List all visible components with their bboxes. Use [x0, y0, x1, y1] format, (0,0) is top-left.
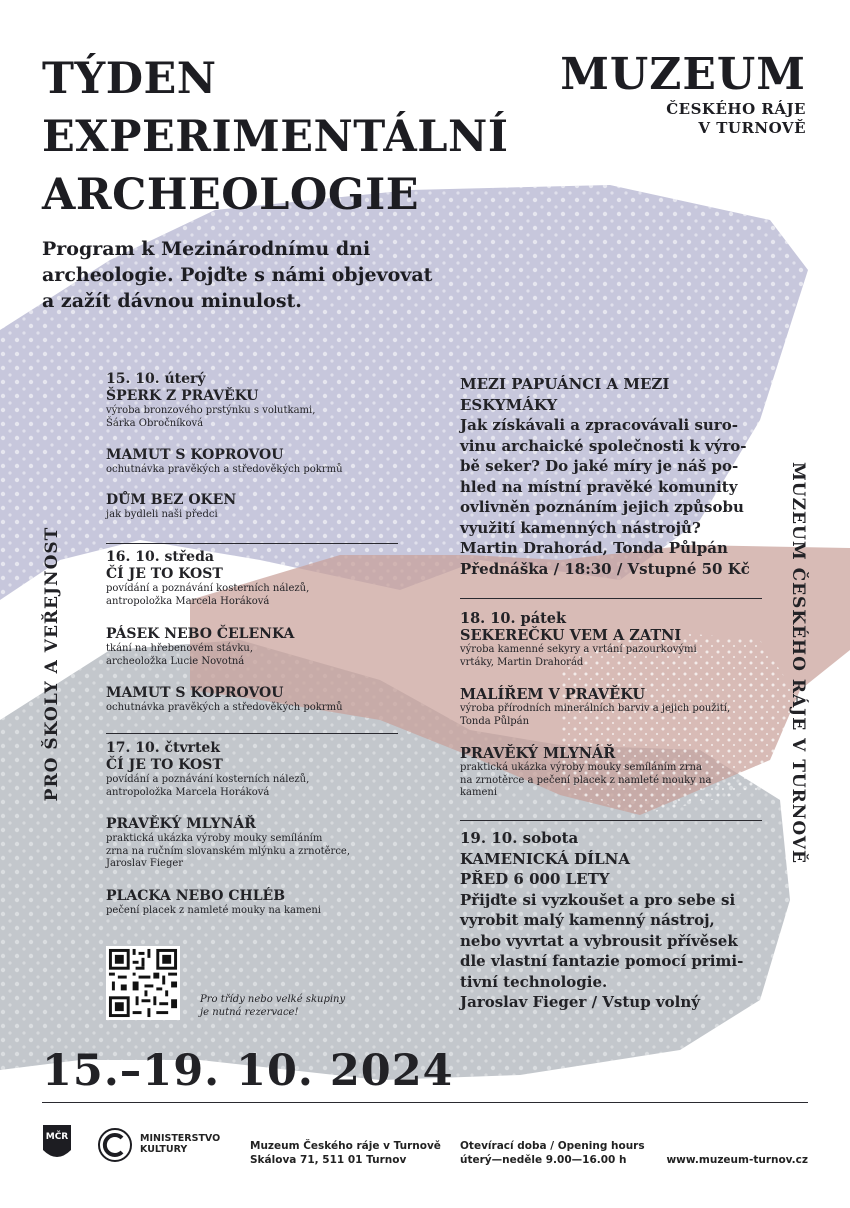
- event-desc: kameni: [460, 787, 498, 798]
- event-desc: vrtáky, Martin Drahorád: [460, 656, 584, 668]
- address-line: Skálova 71, 511 01 Turnov: [250, 1154, 407, 1166]
- event-desc: výroba přírodních minerálních barviv a jejich použití,: [460, 703, 731, 714]
- event-desc: výroba kamenné sekyry a vrtání pazourkovými: [460, 644, 697, 655]
- museum-logo-name: MUZEUM: [560, 49, 806, 100]
- lecture-body: Přednáška / 18:30 / Vstupné 50 Kč: [460, 559, 750, 578]
- qr-note: [200, 993, 345, 1019]
- event-body: nebo vyvrtat a vybrousit přívěsek: [460, 931, 738, 950]
- event-desc: výroba bronzového prstýnku s volutkami,: [106, 405, 316, 416]
- page-title: [42, 50, 508, 224]
- side-text-right-label: MUZEUM ČESKÉHO RÁJE V TURNOVĚ: [788, 461, 808, 865]
- event-title: ČÍ JE TO KOST: [106, 757, 223, 773]
- hours-line: úterý—neděle 9.00—16.00 h: [460, 1154, 627, 1166]
- day-block-16: [106, 549, 402, 715]
- lecture-body: Martin Drahorád, Tonda Půlpán: [460, 539, 728, 557]
- event-desc: archeoložka Lucie Novotná: [106, 655, 245, 667]
- event-title: MALÍŘEM V PRAVĚKU: [460, 686, 645, 703]
- title-line-2: EXPERIMENTÁLNÍ: [42, 112, 509, 162]
- lecture-block: [460, 374, 766, 579]
- event-desc: antropoložka Marcela Horáková: [106, 595, 270, 607]
- event-title: PŘED 6 000 LETY: [460, 870, 610, 888]
- event-body: tivní technologie.: [460, 972, 608, 991]
- museum-logo: [560, 49, 806, 138]
- qr-note-line: je nutná rezervace!: [200, 1007, 299, 1018]
- event-desc: Tonda Půlpán: [460, 715, 530, 727]
- event-body: Jaroslav Fieger / Vstup volný: [460, 993, 700, 1011]
- ministry-c-icon: [98, 1128, 132, 1162]
- title-line-1: TÝDEN: [42, 54, 217, 104]
- day-block-18: [460, 610, 766, 800]
- lecture-title: MEZI PAPUÁNCI A MEZI: [460, 375, 670, 393]
- event-body: vyrobit malý kamenný nástroj,: [460, 911, 715, 929]
- event-desc: praktická ukázka výroby mouky semíláním zrna: [460, 762, 702, 773]
- event-title: PLACKA NEBO CHLÉB: [106, 887, 286, 904]
- day-date: 19. 10. sobota: [460, 829, 579, 847]
- ministry-name-line: MINISTERSTVO: [140, 1133, 221, 1144]
- event-title: MAMUT S KOPROVOU: [106, 447, 284, 463]
- event-desc: ochutnávka pravěkých a středověkých pokrmů: [106, 464, 343, 475]
- footer-divider: [42, 1102, 808, 1103]
- date-range: 15.–19. 10. 2024: [42, 1046, 454, 1096]
- day-block-17: [106, 740, 402, 917]
- event-title: ČÍ JE TO KOST: [106, 566, 223, 582]
- divider: [460, 598, 762, 599]
- event-title: PRAVĚKÝ MLYNÁŘ: [460, 745, 616, 762]
- event-desc: antropoložka Marcela Horáková: [106, 786, 270, 798]
- qr-code-icon: [106, 946, 180, 1020]
- event-title: KAMENICKÁ DÍLNA: [460, 849, 630, 868]
- qr-code[interactable]: [106, 946, 180, 1020]
- museum-logo-line2: ČESKÉHO RÁJE: [666, 100, 806, 118]
- museum-logo-line3: V TURNOVĚ: [698, 119, 806, 137]
- day-block-19: [460, 828, 766, 1013]
- side-text-left-label: PRO ŠKOLY A VEŘEJNOST: [42, 526, 62, 802]
- event-desc: na zrnotěrce a pečení placek z namleté mouky na: [460, 774, 712, 786]
- event-desc: ochutnávka pravěkých a středověkých pokrmů: [106, 702, 343, 713]
- address-line: Muzeum Českého ráje v Turnově: [250, 1140, 441, 1152]
- ministry-name: [140, 1133, 220, 1155]
- lecture-body: hled na místní pravěké komunity: [460, 477, 738, 496]
- title-line-3: ARCHEOLOGIE: [42, 170, 419, 220]
- day-date: 18. 10. pátek: [460, 610, 567, 627]
- qr-note-line: Pro třídy nebo velké skupiny: [200, 994, 346, 1005]
- event-body: Přijďte si vyzkoušet a pro sebe si: [460, 890, 736, 909]
- day-block-15: [106, 371, 402, 521]
- event-title: ŠPERK Z PRAVĚKU: [106, 388, 259, 404]
- event-desc: tkání na hřebenovém stávku,: [106, 643, 254, 654]
- ministry-name-line: KULTURY: [140, 1144, 188, 1155]
- day-date: 16. 10. středa: [106, 549, 214, 565]
- side-text-right: [784, 463, 812, 863]
- intro-line: Program k Mezinárodnímu dni: [42, 238, 371, 260]
- mcr-logo: [42, 1124, 72, 1164]
- event-desc: Jaroslav Fieger: [106, 858, 184, 869]
- lecture-body: využití kamenných nástrojů?: [460, 518, 701, 537]
- event-desc: praktická ukázka výroby mouky semíláním: [106, 833, 323, 844]
- event-title: PÁSEK NEBO ČELENKA: [106, 626, 295, 642]
- shield-icon: [42, 1124, 72, 1164]
- divider: [106, 733, 398, 734]
- footer-web-link[interactable]: www.muzeum-turnov.cz: [666, 1154, 808, 1166]
- intro-text: [42, 236, 472, 314]
- side-text-left: [38, 526, 66, 802]
- event-title: SEKEREČKU VEM A ZATNI: [460, 627, 682, 644]
- lecture-title: ESKYMÁKY: [460, 395, 558, 414]
- day-date: 15. 10. úterý: [106, 371, 206, 387]
- event-title: PRAVĚKÝ MLYNÁŘ: [106, 816, 256, 832]
- event-title: MAMUT S KOPROVOU: [106, 685, 284, 701]
- event-desc: povídání a poznávání kosterních nálezů,: [106, 583, 310, 594]
- divider: [106, 543, 398, 544]
- event-body: dle vlastní fantazie pomocí primi-: [460, 952, 744, 970]
- footer-hours: [460, 1139, 645, 1167]
- lecture-body: Jak získávali a zpracovávali suro-: [460, 416, 738, 434]
- hours-line: Otevírací doba / Opening hours: [460, 1140, 645, 1152]
- lecture-body: vinu archaické společnosti k výro-: [460, 436, 747, 455]
- event-desc: pečení placek z namleté mouky na kameni: [106, 904, 322, 916]
- intro-line: a zažít dávnou minulost.: [42, 290, 302, 312]
- event-title: DŮM BEZ OKEN: [106, 491, 237, 508]
- ministry-logo: [98, 1128, 132, 1162]
- divider: [460, 820, 762, 821]
- event-desc: zrna na ručním slovanském mlýnku a zrnotěrce,: [106, 845, 351, 857]
- day-date: 17. 10. čtvrtek: [106, 740, 221, 756]
- event-desc: Šárka Obročníková: [106, 417, 204, 429]
- lecture-body: ovlivněn poznáním jejich způsobu: [460, 498, 744, 516]
- mcr-logo-text: MČR: [45, 1132, 69, 1142]
- event-desc: jak bydleli naši předci: [106, 508, 218, 520]
- footer-address: [250, 1139, 441, 1167]
- intro-line: archeologie. Pojďte s námi objevovat: [42, 264, 433, 286]
- event-desc: povídání a poznávání kosterních nálezů,: [106, 774, 310, 785]
- lecture-body: bě seker? Do jaké míry je náš po-: [460, 457, 739, 475]
